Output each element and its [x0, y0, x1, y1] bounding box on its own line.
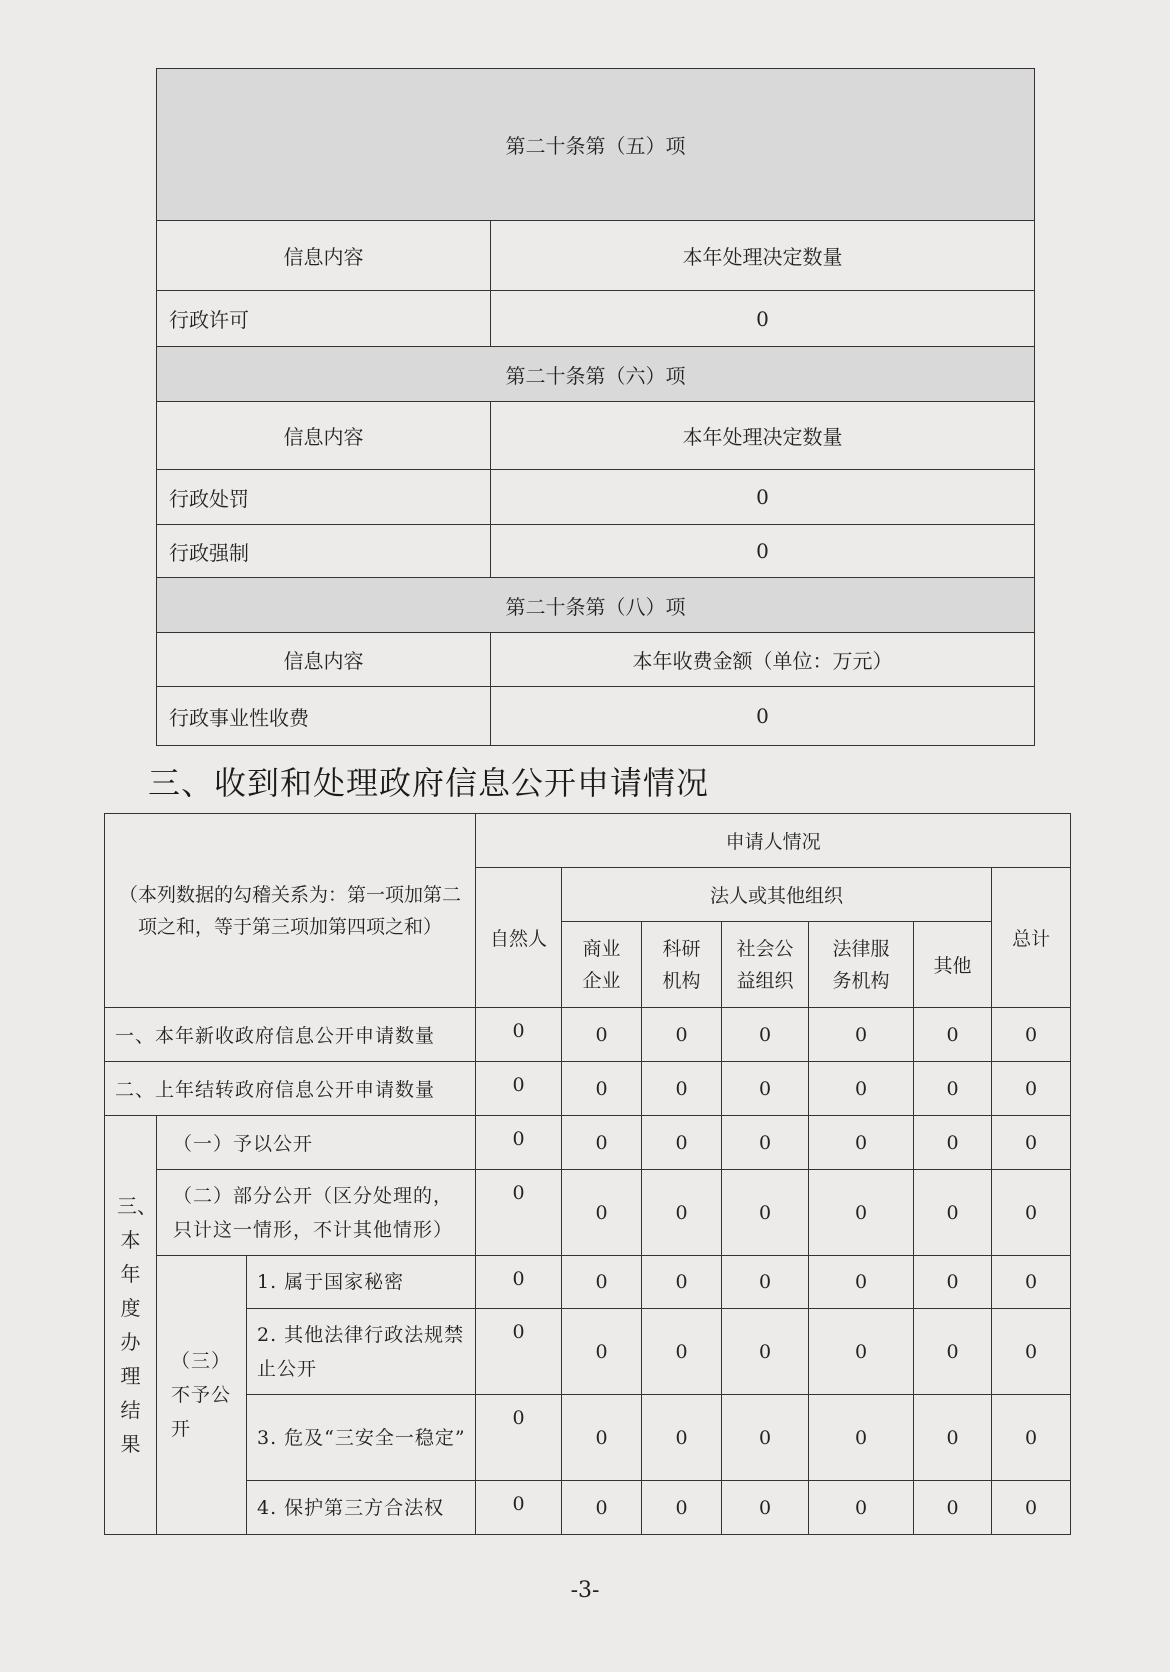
row-label: 行政强制 — [157, 525, 491, 578]
row-value: 0 — [491, 470, 1035, 525]
row-value: 0 — [491, 291, 1035, 347]
cell-value: 0 — [642, 1008, 722, 1062]
col-commercial: 商业企业 — [562, 922, 642, 1008]
col-header-count: 本年处理决定数量 — [491, 221, 1035, 291]
cell-value: 0 — [809, 1309, 914, 1395]
cell-value: 0 — [809, 1116, 914, 1170]
cell-value: 0 — [914, 1062, 992, 1116]
cell-value: 0 — [642, 1116, 722, 1170]
not-public-group-label: （三）不予公开 — [157, 1256, 247, 1535]
col-other: 其他 — [914, 922, 992, 1008]
cell-value: 0 — [476, 1395, 562, 1481]
cell-value: 0 — [914, 1395, 992, 1481]
cell-value: 0 — [562, 1309, 642, 1395]
row-label: 行政许可 — [157, 291, 491, 347]
cell-value: 0 — [562, 1170, 642, 1256]
cell-value: 0 — [992, 1116, 1071, 1170]
row-label-public: （一）予以公开 — [157, 1116, 476, 1170]
cell-value: 0 — [642, 1395, 722, 1481]
row-label: 行政事业性收费 — [157, 687, 491, 746]
total-header: 总计 — [992, 868, 1071, 1008]
cell-value: 0 — [914, 1008, 992, 1062]
cell-value: 0 — [809, 1008, 914, 1062]
col-research: 科研机构 — [642, 922, 722, 1008]
cell-value: 0 — [476, 1062, 562, 1116]
section-5-heading: 第二十条第（五）项 — [157, 69, 1035, 221]
row-label-partial: （二）部分公开（区分处理的，只计这一情形，不计其他情形） — [157, 1170, 476, 1256]
row-value: 0 — [491, 687, 1035, 746]
legal-entity-header: 法人或其他组织 — [562, 868, 992, 922]
cell-value: 0 — [476, 1309, 562, 1395]
application-table — [104, 813, 1071, 1535]
cell-value: 0 — [992, 1008, 1071, 1062]
cell-value: 0 — [476, 1116, 562, 1170]
cell-value: 0 — [476, 1481, 562, 1535]
result-group-label: 三、本年度办理结果 — [105, 1116, 157, 1535]
cell-value: 0 — [992, 1481, 1071, 1535]
cell-value: 0 — [992, 1395, 1071, 1481]
col-header-count: 本年处理决定数量 — [491, 402, 1035, 470]
cell-value: 0 — [809, 1481, 914, 1535]
cell-value: 0 — [476, 1256, 562, 1309]
col-header-content: 信息内容 — [157, 402, 491, 470]
cell-value: 0 — [562, 1116, 642, 1170]
cell-value: 0 — [914, 1256, 992, 1309]
cell-value: 0 — [722, 1256, 809, 1309]
cell-value: 0 — [992, 1256, 1071, 1309]
cell-value: 0 — [722, 1116, 809, 1170]
natural-person-header: 自然人 — [476, 868, 562, 1008]
cell-value: 0 — [992, 1309, 1071, 1395]
cell-value: 0 — [992, 1062, 1071, 1116]
cell-value: 0 — [642, 1062, 722, 1116]
cell-value: 0 — [476, 1170, 562, 1256]
cell-value: 0 — [914, 1116, 992, 1170]
cell-value: 0 — [809, 1395, 914, 1481]
disclosure-table-top — [156, 68, 1035, 746]
cell-value: 0 — [809, 1062, 914, 1116]
row-label-law-prohibited: 2. 其他法律行政法规禁止公开 — [247, 1309, 476, 1395]
cell-value: 0 — [642, 1256, 722, 1309]
cell-value: 0 — [562, 1008, 642, 1062]
cell-value: 0 — [722, 1395, 809, 1481]
cell-value: 0 — [562, 1062, 642, 1116]
row-label-prev: 二、上年结转政府信息公开申请数量 — [105, 1062, 476, 1116]
section-3-title: 三、收到和处理政府信息公开申请情况 — [148, 764, 710, 802]
cell-value: 0 — [722, 1008, 809, 1062]
col-public-welfare: 社会公益组织 — [722, 922, 809, 1008]
cell-value: 0 — [562, 1395, 642, 1481]
cell-value: 0 — [914, 1170, 992, 1256]
row-label-secret: 1. 属于国家秘密 — [247, 1256, 476, 1309]
cell-value: 0 — [642, 1170, 722, 1256]
cell-value: 0 — [476, 1008, 562, 1062]
cell-value: 0 — [722, 1309, 809, 1395]
cell-value: 0 — [914, 1481, 992, 1535]
col-header-content: 信息内容 — [157, 221, 491, 291]
page-number: -3- — [570, 1578, 600, 1603]
row-label: 行政处罚 — [157, 470, 491, 525]
cell-value: 0 — [642, 1481, 722, 1535]
row-label-third-party: 4. 保护第三方合法权 — [247, 1481, 476, 1535]
cell-value: 0 — [722, 1062, 809, 1116]
col-header-fee: 本年收费金额（单位：万元） — [491, 633, 1035, 687]
cell-value: 0 — [722, 1481, 809, 1535]
cell-value: 0 — [562, 1256, 642, 1309]
row-label-three-security: 3. 危及“三安全一稳定” — [247, 1395, 476, 1481]
section-8-heading: 第二十条第（八）项 — [157, 578, 1035, 633]
cell-value: 0 — [642, 1309, 722, 1395]
section-6-heading: 第二十条第（六）项 — [157, 347, 1035, 402]
cell-value: 0 — [809, 1170, 914, 1256]
cell-value: 0 — [992, 1170, 1071, 1256]
applicant-header: 申请人情况 — [476, 814, 1071, 868]
cell-value: 0 — [722, 1170, 809, 1256]
cell-value: 0 — [562, 1481, 642, 1535]
relation-note: （本列数据的勾稽关系为：第一项加第二项之和，等于第三项加第四项之和） — [105, 814, 476, 1008]
cell-value: 0 — [914, 1309, 992, 1395]
row-value: 0 — [491, 525, 1035, 578]
col-legal-service: 法律服务机构 — [809, 922, 914, 1008]
row-label-new: 一、本年新收政府信息公开申请数量 — [105, 1008, 476, 1062]
cell-value: 0 — [809, 1256, 914, 1309]
col-header-content: 信息内容 — [157, 633, 491, 687]
